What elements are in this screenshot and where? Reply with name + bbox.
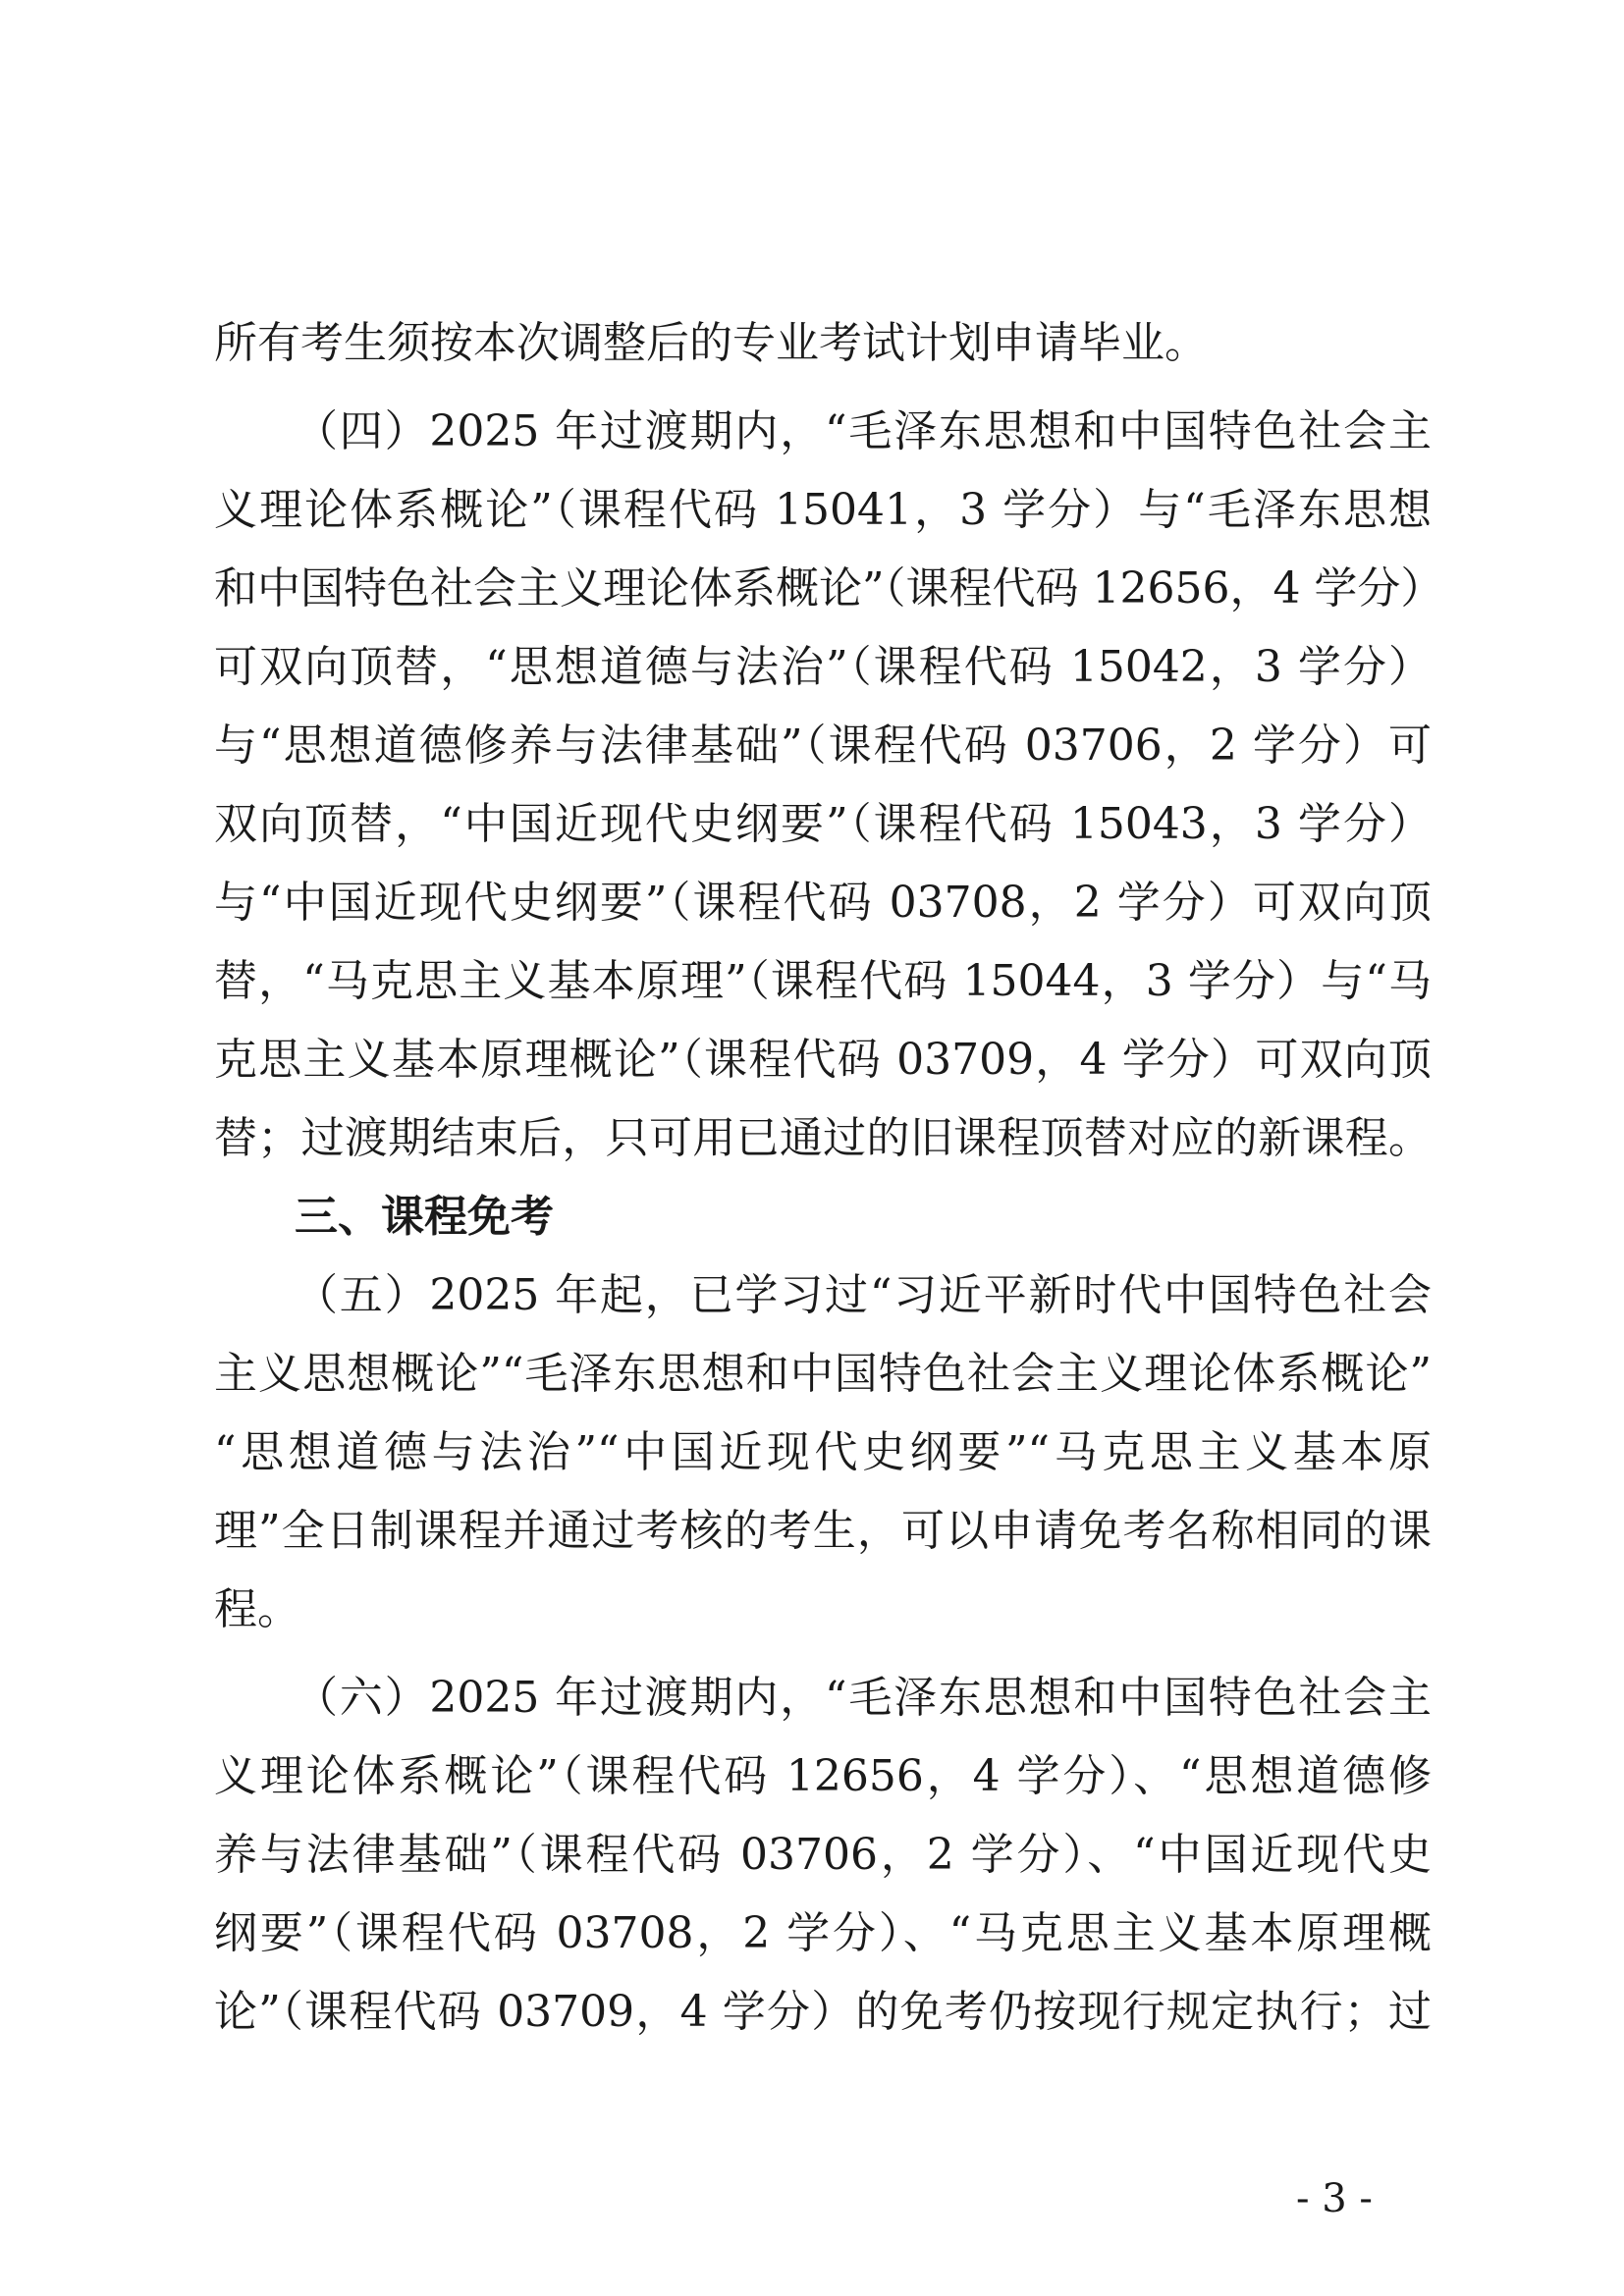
paragraph-6-line: （六）2025 年过渡期内，“毛泽东思想和中国特色社会主 <box>295 1673 1432 1723</box>
paragraph-4-line: 与“思想道德修养与法律基础”（课程代码 03706，2 学分）可 <box>214 721 1432 771</box>
paragraph-4-line: 可双向顶替，“思想道德与法治”（课程代码 15042，3 学分） <box>214 642 1432 692</box>
paragraph-4-line: 义理论体系概论”（课程代码 15041，3 学分）与“毛泽东思想 <box>214 485 1432 535</box>
paragraph-5-line: （五）2025 年起，已学习过“习近平新时代中国特色社会 <box>295 1270 1432 1320</box>
paragraph-4-line: 双向顶替，“中国近现代史纲要”（课程代码 15043，3 学分） <box>214 799 1432 849</box>
paragraph-4-line: 与“中国近现代史纲要”（课程代码 03708，2 学分）可双向顶 <box>214 878 1432 928</box>
paragraph-4-line: 替；过渡期结束后，只可用已通过的旧课程顶替对应的新课程。 <box>214 1113 1432 1163</box>
paragraph-6-line: 纲要”（课程代码 03708，2 学分）、“马克思主义基本原理概 <box>214 1908 1432 1958</box>
paragraph-5-line: 理”全日制课程并通过考核的考生，可以申请免考名称相同的课 <box>214 1506 1432 1556</box>
paragraph-4-line: 克思主义基本原理概论”（课程代码 03709，4 学分）可双向顶 <box>214 1035 1432 1085</box>
page-number: - 3 - <box>1296 2176 1373 2221</box>
paragraph-6-line: 义理论体系概论”（课程代码 12656，4 学分）、“思想道德修 <box>214 1751 1432 1801</box>
paragraph-6-line: 论”（课程代码 03709，4 学分）的免考仍按现行规定执行；过 <box>214 1987 1432 2037</box>
paragraph-5-line: 主义思想概论”“毛泽东思想和中国特色社会主义理论体系概论” <box>214 1349 1432 1399</box>
paragraph-4-line: 和中国特色社会主义理论体系概论”（课程代码 12656，4 学分） <box>214 563 1444 614</box>
section-heading: 三、课程免考 <box>295 1192 554 1242</box>
paragraph-4-line: （四）2025 年过渡期内，“毛泽东思想和中国特色社会主 <box>295 406 1432 456</box>
paragraph-5-line: 程。 <box>214 1584 300 1634</box>
paragraph-4-line: 替，“马克思主义基本原理”（课程代码 15044，3 学分）与“马 <box>214 956 1432 1006</box>
paragraph-6-line: 养与法律基础”（课程代码 03706，2 学分）、“中国近现代史 <box>214 1830 1432 1880</box>
body-text-line: 所有考生须按本次调整后的专业考试计划申请毕业。 <box>214 318 1208 368</box>
paragraph-5-line: “思想道德与法治”“中国近现代史纲要”“马克思主义基本原 <box>214 1427 1432 1477</box>
